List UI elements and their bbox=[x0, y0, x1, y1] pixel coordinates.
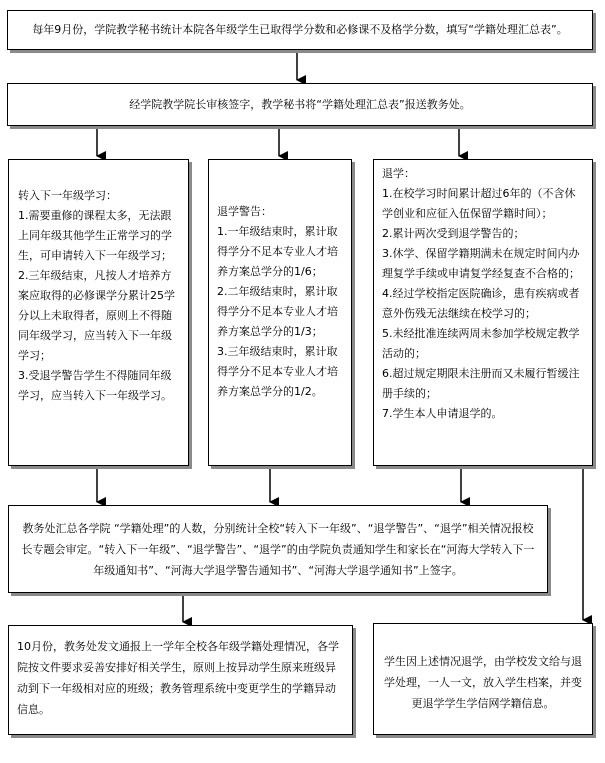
transfer-item: 2.三年级结束，凡按人才培养方案应取得的必修课学分累计25学分以上未取得者，原则上不得随同年级学习，应当转入下一年级学习； bbox=[18, 269, 175, 362]
transfer-item: 3.受退学警告学生不得随同年级学习，应当转入下一年级学习。 bbox=[18, 369, 172, 402]
warning-box bbox=[208, 159, 352, 466]
step5-box bbox=[8, 625, 353, 735]
dropout-item: 6.超过规定期限未注册而又未履行暂缓注册手续的； bbox=[382, 367, 580, 400]
step4-text: 教务处汇总各学院 “学籍处理”的人数，分别统计全校“转入下一年级”、“退学警告”、“退学”相关情况报校长专题会审定。“转入下一年级”、“退学警告”、“退学”的由学院负责通知学生和家长在“河海大学转入下一年级通知书”、“河海大学退学警告通知书”、“河海大学退学通知书”上签字。 bbox=[21, 522, 535, 577]
dropout-box bbox=[373, 159, 593, 466]
step6-text: 学生因上述情况退学，由学校发文给与退学处理，一人一文，放入学生档案，并变更退学学生学信网学籍信息。 bbox=[384, 655, 582, 710]
transfer-item: 1.需要重修的课程太多，无法跟上同年级其他学生正常学习的学生，可申请转入下一年级学习； bbox=[18, 209, 172, 262]
transfer-box bbox=[8, 159, 189, 466]
dropout-title: 退学： bbox=[382, 167, 415, 180]
warning-item: 1.一年级结束时，累计取得学分不足本专业人才培养方案总学分的1/6； bbox=[217, 225, 338, 278]
warning-item: 3.三年级结束时，累计取得学分不足本专业人才培养方案总学分的1/2。 bbox=[217, 345, 338, 398]
step2-text: 经学院教学院长审核签字，教学秘书将“学籍处理汇总表”报送教务处。 bbox=[129, 98, 471, 111]
dropout-item: 5.未经批准连续两周未参加学校规定教学活动的； bbox=[382, 327, 580, 360]
step2-box bbox=[7, 83, 593, 126]
dropout-item: 2.累计两次受到退学警告的； bbox=[382, 227, 525, 240]
warning-item: 2.二年级结束时，累计取得学分不足本专业人才培养方案总学分的1/3； bbox=[217, 285, 338, 338]
step1-box bbox=[7, 10, 593, 50]
step4-box bbox=[8, 505, 548, 593]
dropout-item: 3.休学、保留学籍期满未在规定时间内办理复学手续或申请复学经复查不合格的； bbox=[382, 247, 580, 280]
warning-title: 退学警告： bbox=[217, 205, 272, 218]
dropout-item: 4.经过学校指定医院确诊，患有疾病或者意外伤残无法继续在校学习的； bbox=[382, 287, 580, 320]
step5-text: 10月份，教务处发文通报上一学年全校各年级学籍处理情况，各学院按文件要求妥善安排好相关学生，原则上按异动学生原来班级异动到下一年级相对应的班级；教务管理系统中变更学生的学籍异动信息。 bbox=[17, 640, 339, 716]
transfer-title: 转入下一年级学习： bbox=[18, 189, 117, 202]
step6-box bbox=[373, 623, 593, 735]
dropout-item: 7.学生本人申请退学的。 bbox=[382, 407, 503, 420]
dropout-item: 1.在校学习时间累计超过6年的（不含休学创业和应征入伍保留学籍时间）； bbox=[382, 187, 576, 220]
step1-text: 每年9月份，学院教学秘书统计本院各年级学生已取得学分数和必修课不及格学分数，填写“学籍处理汇总表”。 bbox=[32, 23, 568, 36]
